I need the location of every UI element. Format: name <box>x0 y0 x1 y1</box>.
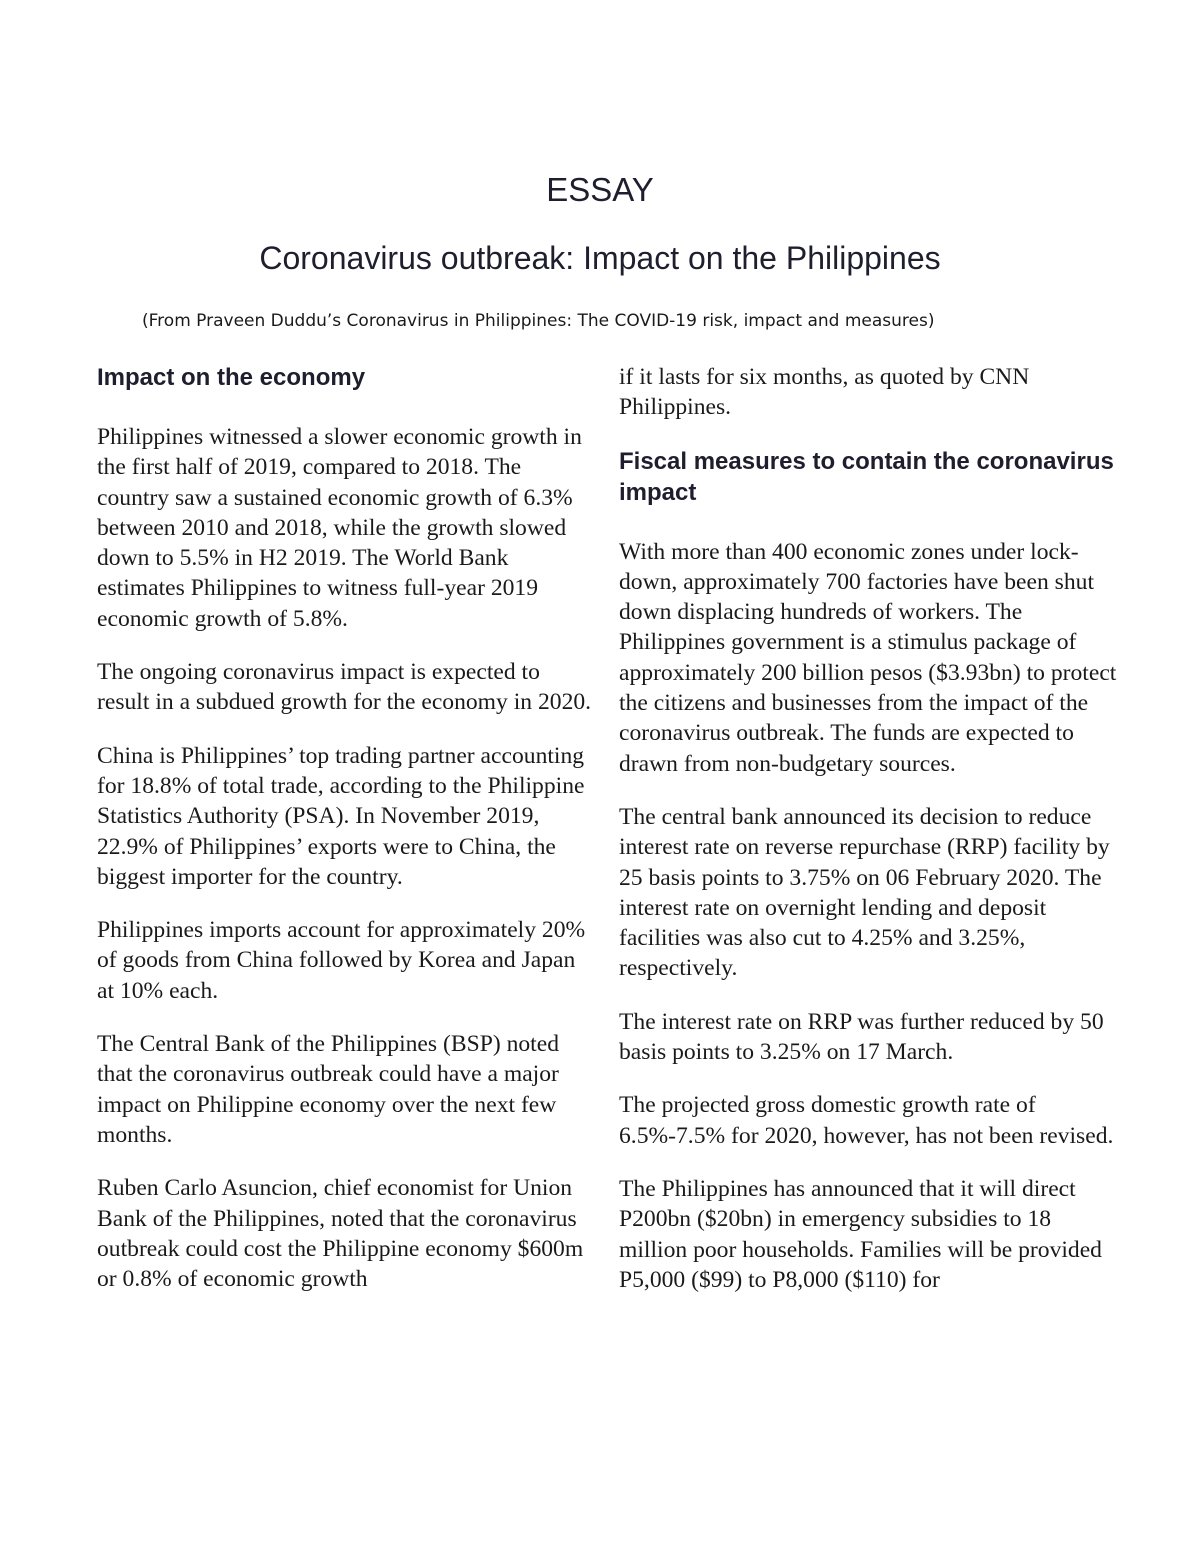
paragraph: The ongoing coronavirus impact is expected to result in a subdued growth for the economy in 2020. <box>97 659 592 716</box>
paragraph: Ruben Carlo Asuncion, chief economist for Union Bank of the Philippines, noted that the coronavirus outbreak could cost the Philippine economy $600m or 0.8% of economic growth <box>97 1175 584 1293</box>
source-attribution: (From Praveen Duddu’s Coronavirus in Philippines: The COVID-19 risk, impact and measures) <box>142 311 935 331</box>
paragraph: The interest rate on RRP was further reduced by 50 basis points to 3.25% on 17 March. <box>619 1008 1104 1066</box>
left-column <box>97 362 597 1317</box>
essay-title: Coronavirus outbreak: Impact on the Philippines <box>259 240 941 276</box>
paragraph: Philippines witnessed a slower economic growth in the first half of 2019, compared to 2018. The country saw a sustained economic growth of 6.3% between 2010 and 2018, while the growth slowed down to 5.5% in H2 2019. The World Bank estimates Philippines to witness full-year 2019 economic growth of 5.8%. <box>97 424 582 632</box>
section-heading-economy: Impact on the economy <box>97 364 366 391</box>
right-column <box>619 362 1119 1318</box>
paragraph: With more than 400 economic zones under lock-down, approximately 700 factories have been shut down displacing hundreds of workers. The Philippines government is a stimulus package of approximately 200 billion pesos ($3.93bn) to protect the citizens and businesses from the impact of the coronavirus outbreak. The funds are expected to drawn from non-budgetary sources. <box>619 538 1117 777</box>
section-heading-fiscal-measures: Fiscal measures to contain the coronavirus impact <box>619 447 1114 506</box>
paragraph-continuation: if it lasts for six months, as quoted by CNN Philippines. <box>619 364 1030 421</box>
paragraph: The Central Bank of the Philippines (BSP) noted that the coronavirus outbreak could have a major impact on Philippine economy over the next few months. <box>97 1031 559 1148</box>
paragraph: The projected gross domestic growth rate of 6.5%-7.5% for 2020, however, has not been revised. <box>619 1092 1114 1149</box>
paragraph: China is Philippines’ top trading partner accounting for 18.8% of total trade, according to the Philippine Statistics Authority (PSA). In November 2019, 22.9% of Philippines’ exports were to China, the biggest importer for the country. <box>97 742 585 890</box>
paragraph: Philippines imports account for approximately 20% of goods from China followed by Korea and Japan at 10% each. <box>97 917 586 1004</box>
paragraph: The Philippines has announced that it will direct P200bn ($20bn) in emergency subsidies to 18 million poor households. Families will be provided P5,000 ($99) to P8,000 ($110) for <box>619 1175 1102 1293</box>
essay-label: ESSAY <box>546 171 654 208</box>
paragraph: The central bank announced its decision to reduce interest rate on reverse repurchase (RRP) facility by 25 basis points to 3.75% on 06 February 2020. The interest rate on overnight lending and deposit facilities was also cut to 4.25% and 3.25%, respectively. <box>619 803 1110 982</box>
